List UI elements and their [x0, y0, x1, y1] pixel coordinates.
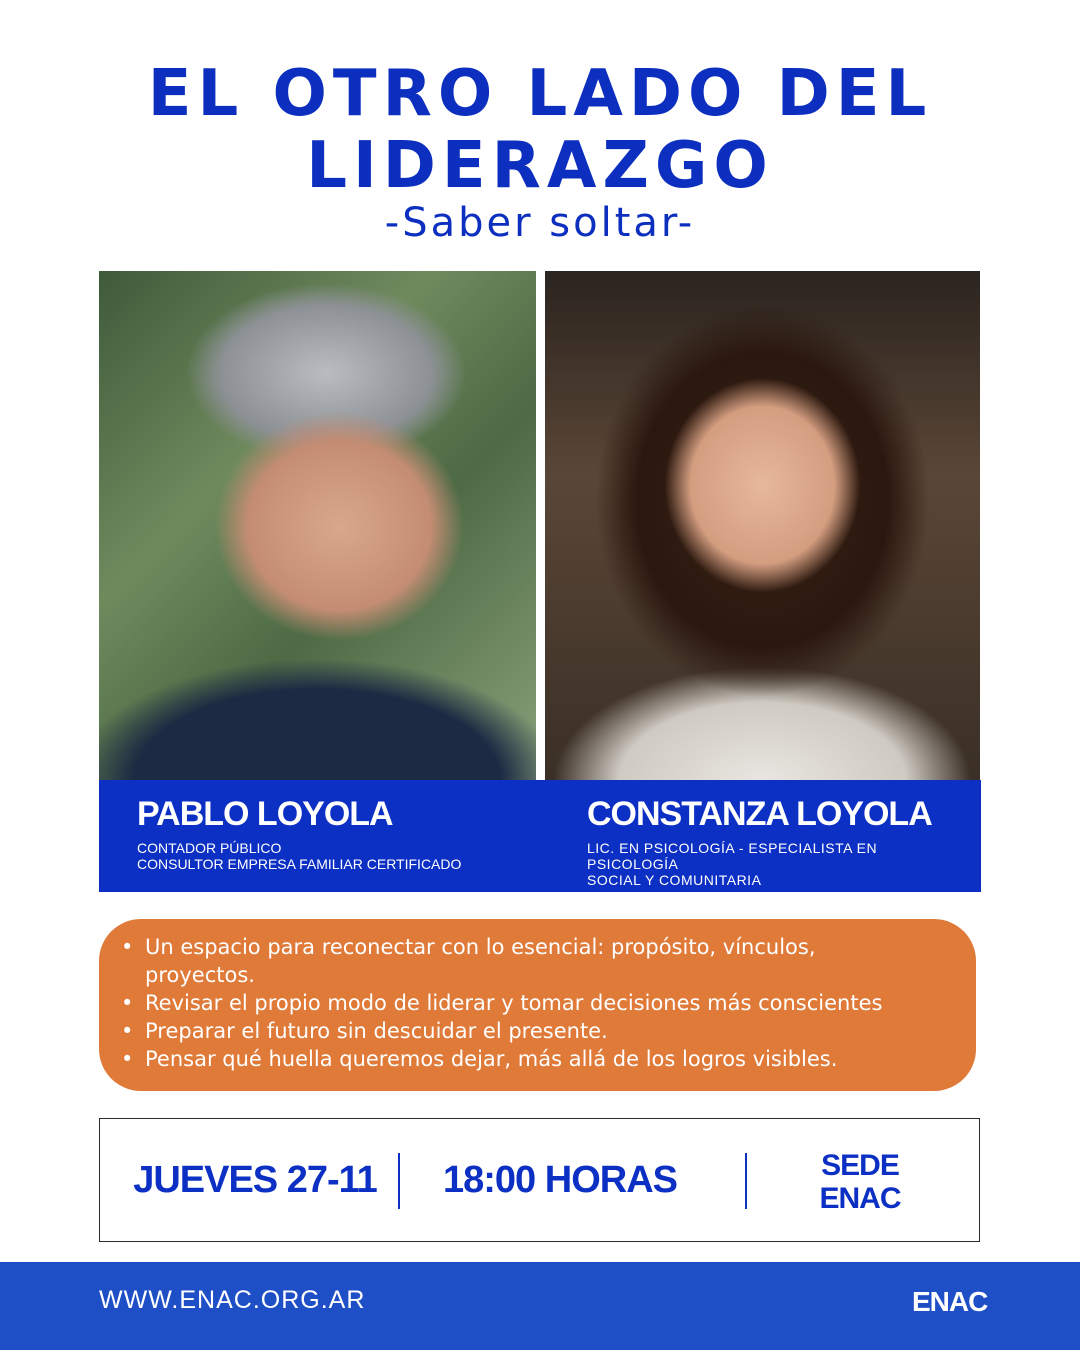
speaker-photo-pablo — [99, 271, 536, 781]
speaker-role-line: SOCIAL Y COMUNITARIA — [587, 872, 762, 888]
divider — [745, 1153, 747, 1209]
event-title-line1: EL OTRO LADO DEL — [147, 57, 933, 131]
speaker-role-line: CONTADOR PÚBLICO — [137, 840, 282, 856]
event-date: JUEVES 27-11 — [133, 1159, 377, 1201]
event-title-line2: LIDERAZGO — [306, 129, 774, 203]
highlights-panel — [99, 919, 976, 1091]
highlights-list — [121, 933, 972, 1073]
footer-bar — [0, 1262, 1080, 1350]
event-subtitle: -Saber soltar- — [384, 200, 696, 246]
highlight-item: • Pensar qué huella queremos dejar, más allá de los logros visibles. — [121, 1045, 972, 1073]
event-venue — [790, 1149, 930, 1215]
speaker-role-line: LIC. EN PSICOLOGÍA - ESPECIALISTA EN PSICOLOGÍA — [587, 840, 878, 872]
website-link[interactable]: WWW.ENAC.ORG.AR — [99, 1286, 366, 1314]
event-details-box — [99, 1118, 980, 1242]
event-venue-line1: SEDE — [821, 1149, 899, 1182]
event-time: 18:00 HORAS — [443, 1159, 677, 1201]
speaker-role — [137, 840, 537, 872]
speaker-card-constanza — [587, 796, 967, 888]
highlight-item: • Revisar el propio modo de liderar y tomar decisiones más conscientes — [121, 989, 972, 1017]
event-title — [0, 58, 1080, 202]
highlight-item: • Un espacio para reconectar con lo esencial: propósito, vínculos, proyectos. — [121, 933, 911, 989]
speaker-photo-constanza — [545, 271, 980, 781]
speaker-name: PABLO LOYOLA — [137, 795, 393, 833]
highlight-item: • Preparar el futuro sin descuidar el presente. — [121, 1017, 972, 1045]
divider — [398, 1153, 400, 1209]
speaker-role — [587, 840, 967, 888]
speaker-role-line: CONSULTOR EMPRESA FAMILIAR CERTIFICADO — [137, 856, 462, 872]
speaker-card-pablo — [137, 796, 537, 872]
event-venue-line2: ENAC — [819, 1182, 901, 1215]
speaker-name: CONSTANZA LOYOLA — [587, 795, 932, 833]
speakers-band — [99, 780, 981, 892]
enac-logo: ENAC — [912, 1286, 988, 1317]
